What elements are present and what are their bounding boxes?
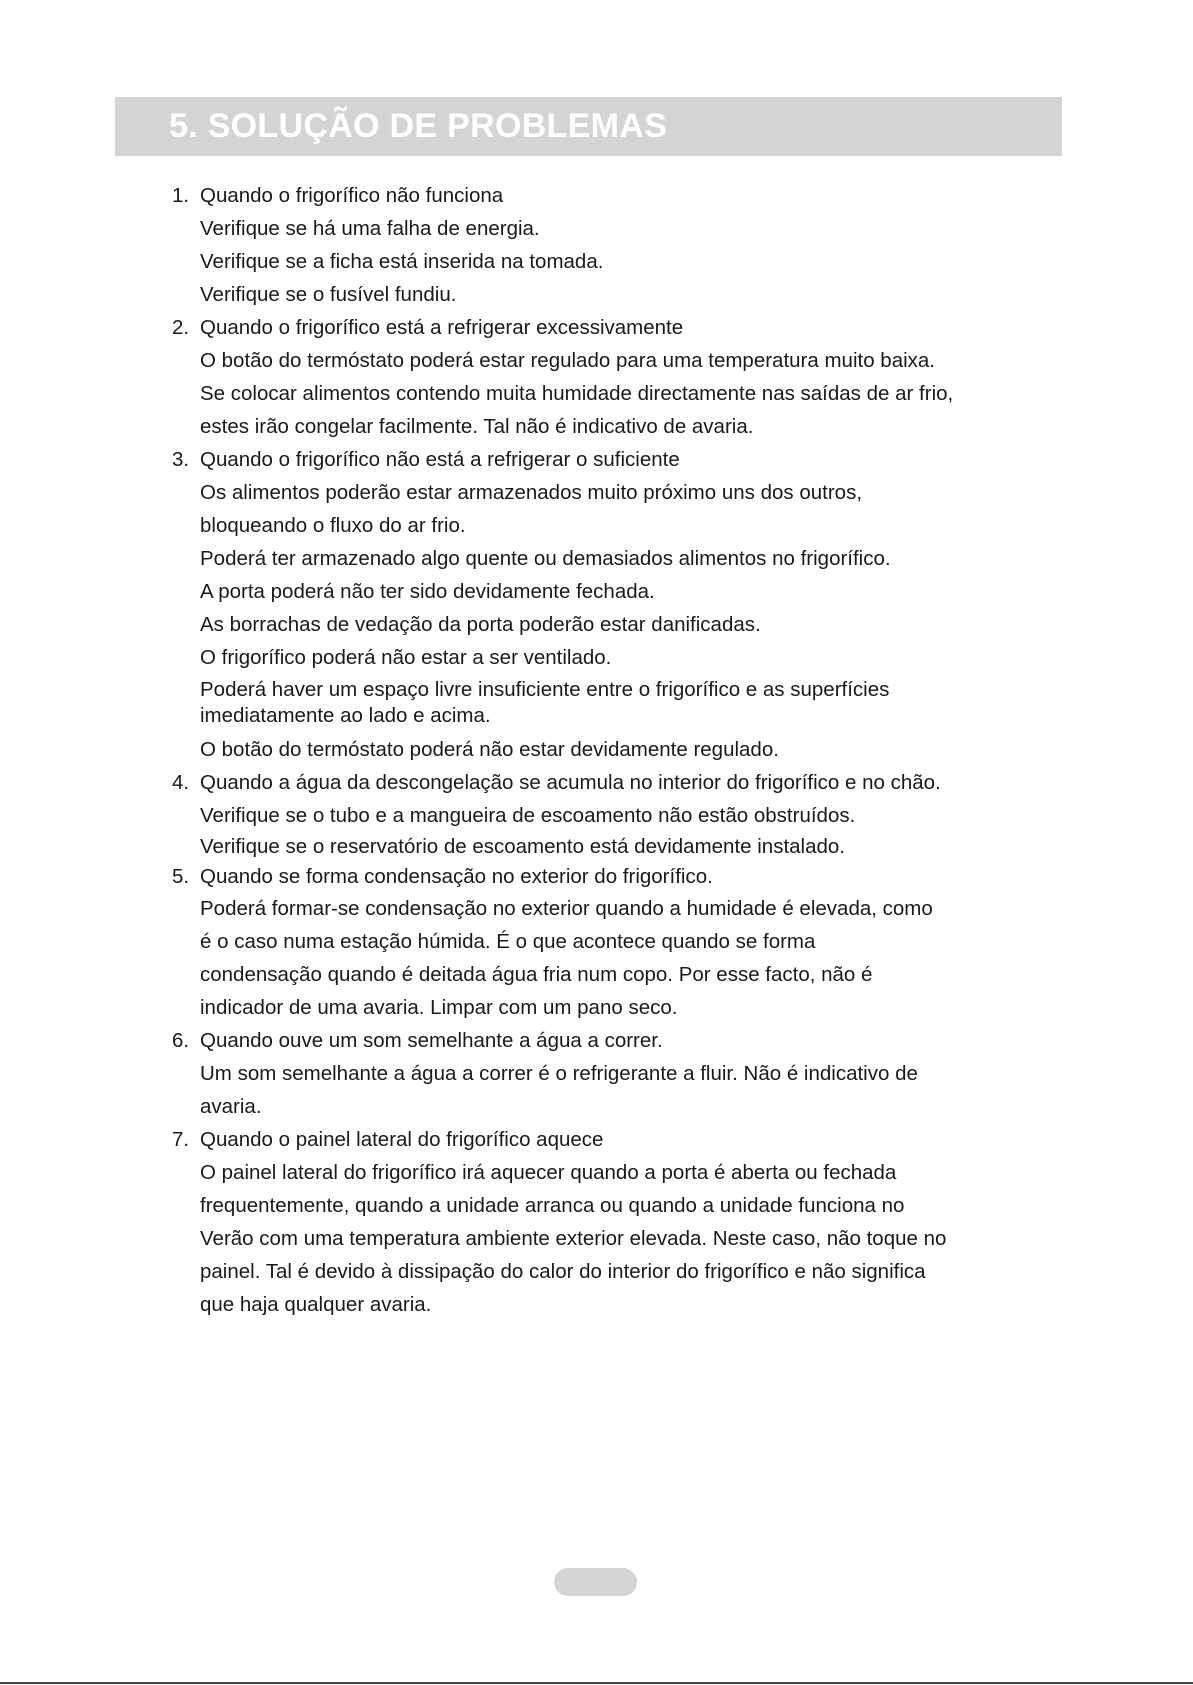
item-line: condensação quando é deitada água fria num copo. Por esse facto, não é [200, 963, 873, 986]
item-line: As borrachas de vedação da porta poderão estar danificadas. [200, 613, 761, 636]
troubleshooting-item-7 [172, 1123, 1052, 1321]
item-title: Quando ouve um som semelhante a água a correr. [200, 1029, 663, 1052]
troubleshooting-item-3 [172, 443, 1052, 766]
item-number: 5. [172, 865, 190, 888]
page-title: 5. SOLUÇÃO DE PROBLEMAS [169, 107, 668, 145]
troubleshooting-item-2 [172, 311, 1052, 443]
item-line: indicador de uma avaria. Limpar com um pano seco. [200, 996, 678, 1019]
item-line: Se colocar alimentos contendo muita humidade directamente nas saídas de ar frio, [200, 382, 954, 405]
troubleshooting-item-6 [172, 1024, 1052, 1123]
item-line: O botão do termóstato poderá estar regulado para uma temperatura muito baixa. [200, 349, 936, 372]
item-line: Verão com uma temperatura ambiente exterior elevada. Neste caso, não toque no [200, 1227, 947, 1250]
item-number: 1. [172, 184, 190, 207]
item-heading [172, 862, 1052, 892]
item-line: é o caso numa estação húmida. É o que acontece quando se forma [200, 930, 816, 953]
bottom-divider [0, 1682, 1193, 1684]
troubleshooting-item-4 [172, 766, 1052, 862]
item-line: Poderá ter armazenado algo quente ou demasiados alimentos no frigorífico. [200, 547, 891, 570]
troubleshooting-item-5 [172, 862, 1052, 1024]
item-heading [172, 766, 1052, 799]
page-number-badge [554, 1568, 637, 1596]
troubleshooting-item-1 [172, 179, 1052, 311]
section-header-bar [115, 97, 1062, 156]
item-line: estes irão congelar facilmente. Tal não é indicativo de avaria. [200, 415, 754, 438]
item-title: Quando o frigorífico não funciona [200, 184, 504, 207]
item-number: 3. [172, 448, 190, 471]
item-number: 2. [172, 316, 190, 339]
item-title: Quando se forma condensação no exterior do frigorífico. [200, 865, 713, 888]
item-line: avaria. [200, 1095, 262, 1118]
item-heading [172, 443, 1052, 476]
item-line: Verifique se o tubo e a mangueira de escoamento não estão obstruídos. [200, 804, 856, 827]
item-line: O frigorífico poderá não estar a ser ventilado. [200, 646, 612, 669]
item-line: Verifique se a ficha está inserida na tomada. [200, 250, 604, 273]
item-title: Quando o painel lateral do frigorífico aquece [200, 1128, 604, 1151]
item-line: que haja qualquer avaria. [200, 1293, 432, 1316]
item-heading [172, 179, 1052, 212]
item-title: Quando o frigorífico está a refrigerar excessivamente [200, 316, 684, 339]
item-number: 4. [172, 771, 190, 794]
item-line: Poderá haver um espaço livre insuficiente entre o frigorífico e as superfícies imediatamente ao lado e acima. [200, 678, 890, 727]
item-line: O painel lateral do frigorífico irá aquecer quando a porta é aberta ou fechada [200, 1161, 897, 1184]
item-line: Verifique se o fusível fundiu. [200, 283, 457, 306]
item-number: 6. [172, 1029, 190, 1052]
item-line: Poderá formar-se condensação no exterior quando a humidade é elevada, como [200, 897, 933, 920]
item-number: 7. [172, 1128, 190, 1151]
item-line: Um som semelhante a água a correr é o refrigerante a fluir. Não é indicativo de [200, 1062, 918, 1085]
item-title: Quando a água da descongelação se acumula no interior do frigorífico e no chão. [200, 771, 941, 794]
item-line: bloqueando o fluxo do ar frio. [200, 514, 466, 537]
item-line: frequentemente, quando a unidade arranca ou quando a unidade funciona no [200, 1194, 905, 1217]
item-line: Os alimentos poderão estar armazenados muito próximo uns dos outros, [200, 481, 863, 504]
item-heading [172, 311, 1052, 344]
troubleshooting-list [172, 179, 1052, 1321]
item-line: O botão do termóstato poderá não estar devidamente regulado. [200, 738, 779, 761]
item-heading [172, 1024, 1052, 1057]
item-line: A porta poderá não ter sido devidamente fechada. [200, 580, 655, 603]
item-line: Verifique se o reservatório de escoamento está devidamente instalado. [200, 835, 845, 858]
item-heading [172, 1123, 1052, 1156]
item-line: Verifique se há uma falha de energia. [200, 217, 540, 240]
item-title: Quando o frigorífico não está a refrigerar o suficiente [200, 448, 680, 471]
item-line: painel. Tal é devido à dissipação do calor do interior do frigorífico e não significa [200, 1260, 926, 1283]
